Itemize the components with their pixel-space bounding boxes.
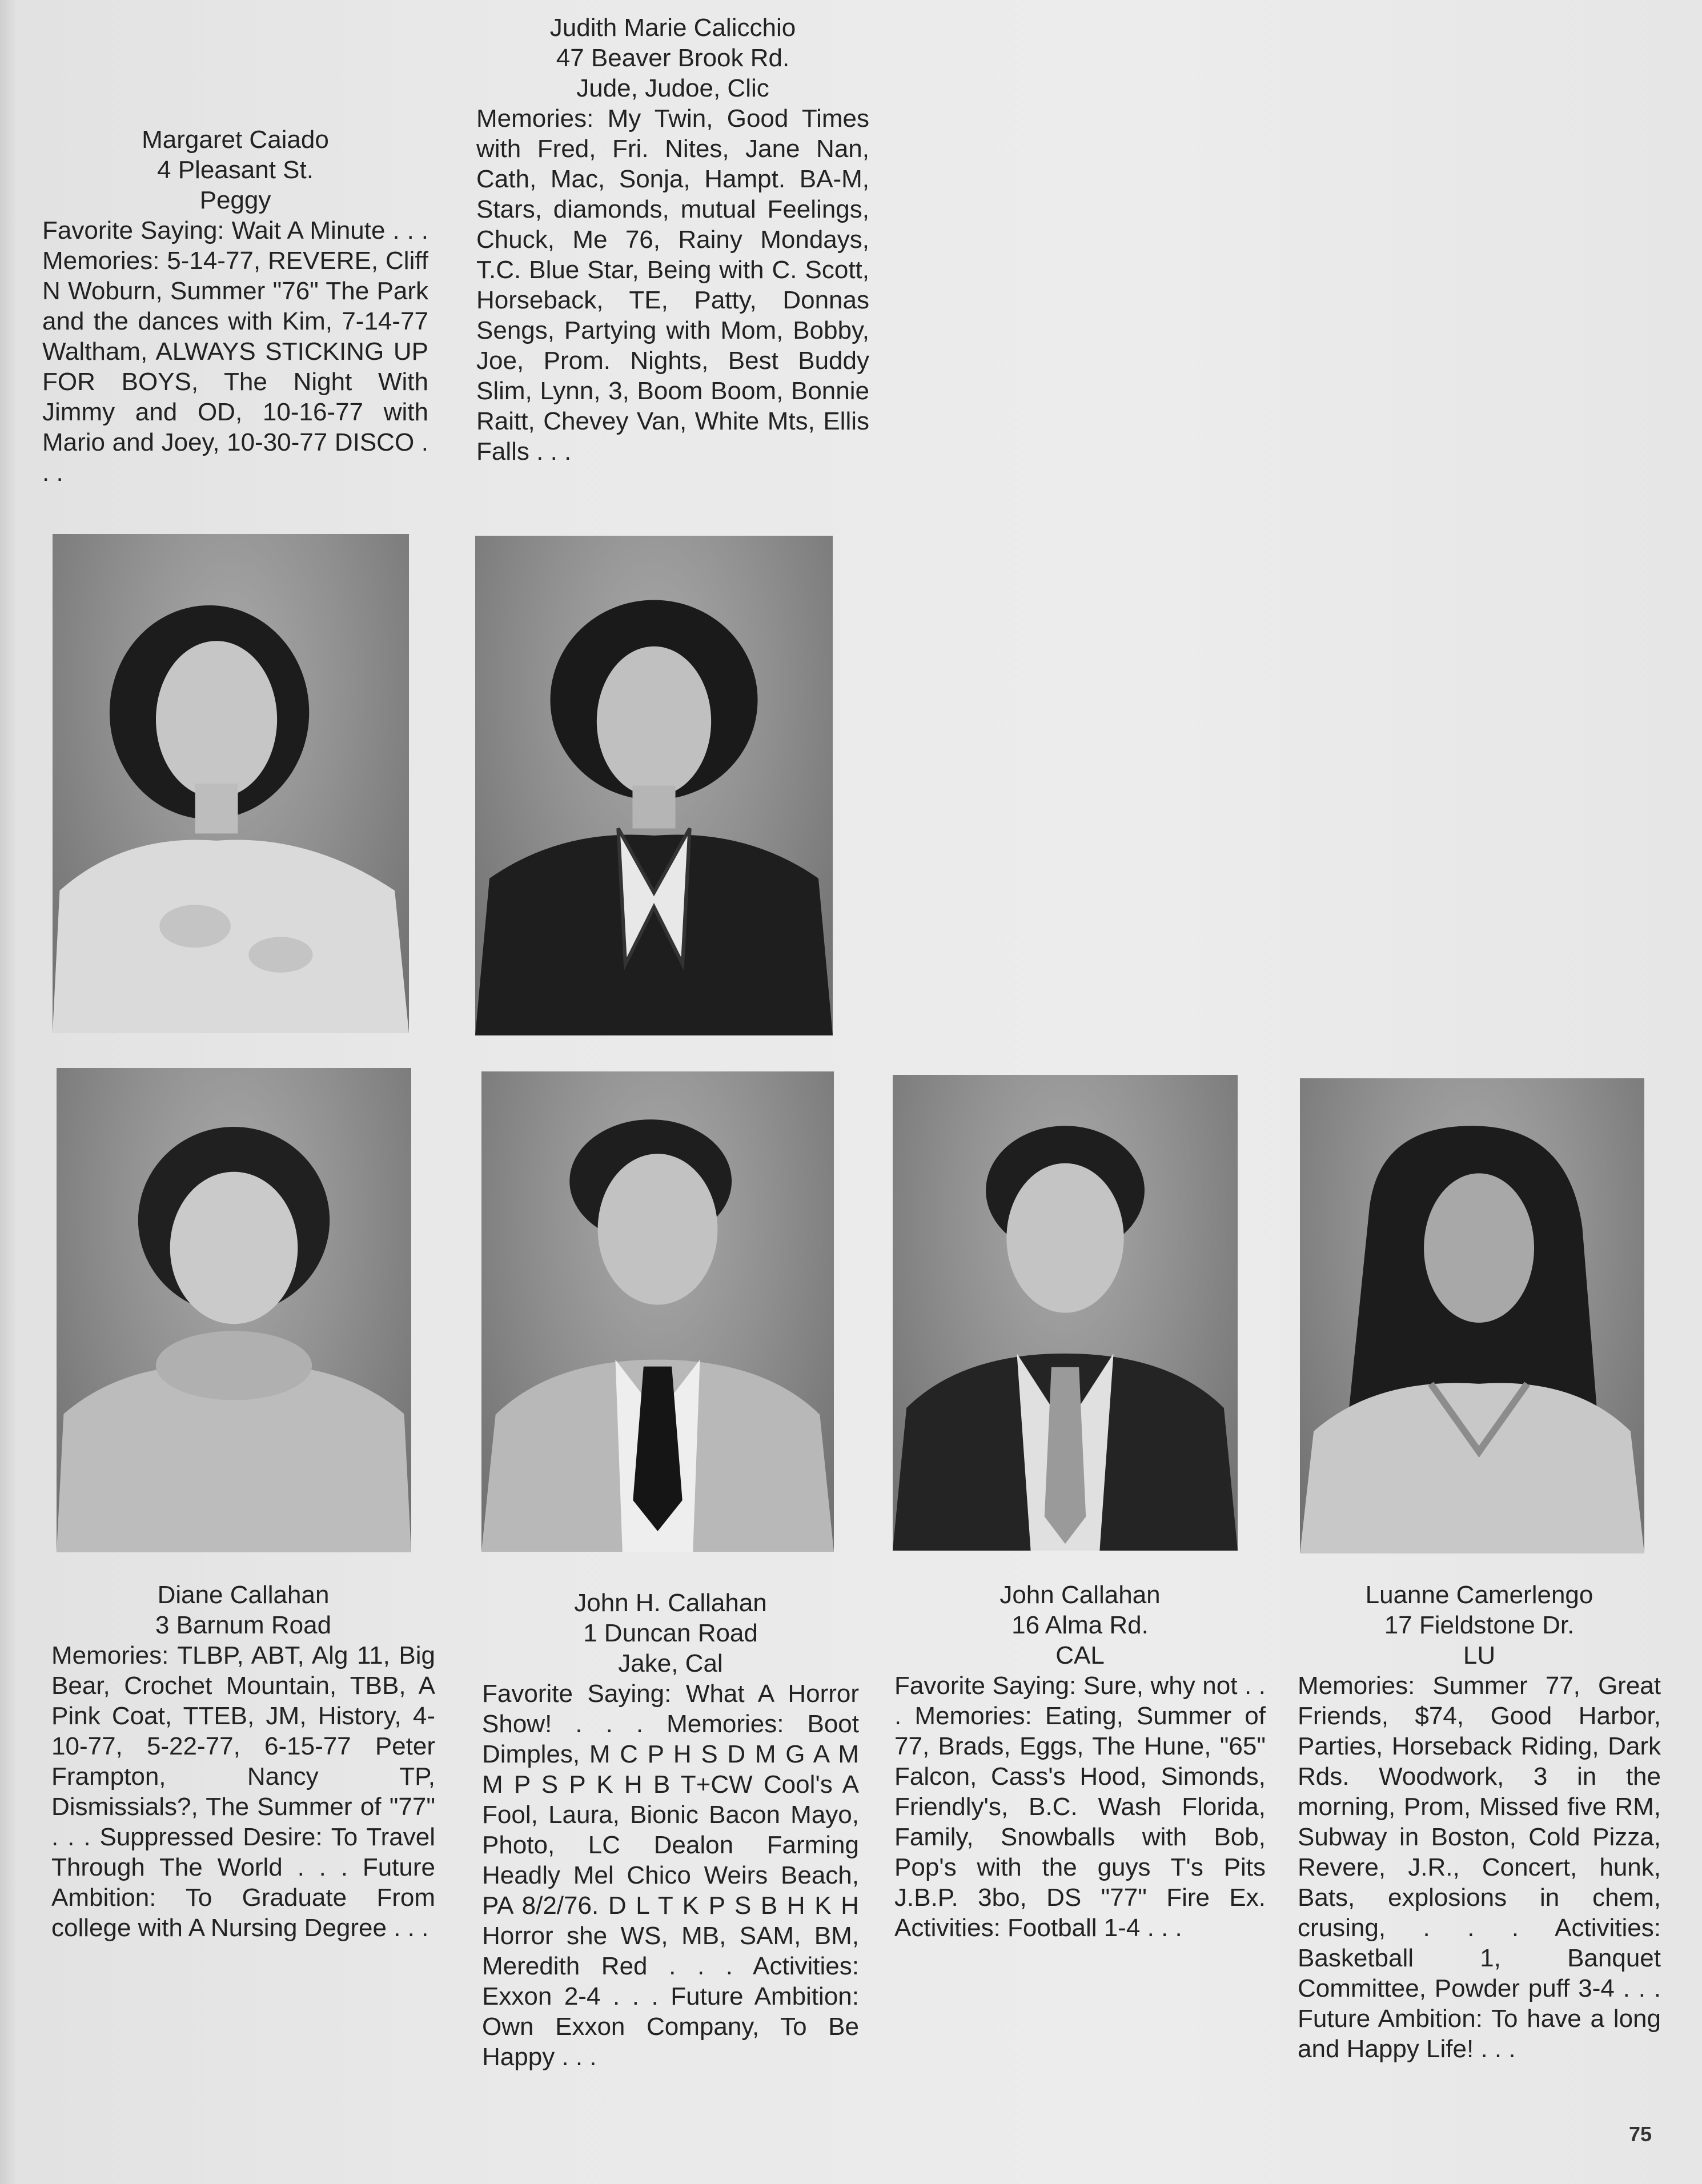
student-bio: Favorite Saying: Wait A Minute . . . Memories: 5-14-77, REVERE, Cliff N Woburn, Summer "76" The Park and the dances with Kim, 7-14-77 Waltham, ALWAYS STICKING UP FOR BOYS, The Night With Jimmy and OD, 10-16-77 with Mario and Joey, 10-30-77 DISCO . . .	[42, 216, 428, 487]
student-nickname: CAL	[1055, 1641, 1105, 1669]
student-entry-john-callahan	[894, 1580, 1266, 1943]
student-entry-luanne-camerlengo	[1298, 1580, 1661, 2064]
student-bio: Memories: TLBP, ABT, Alg 11, Big Bear, Crochet Mountain, TBB, A Pink Coat, TTEB, JM, History, 4-10-77, 5-22-77, 6-15-77 Peter Frampton, Nancy TP, Dismissials?, The Summer of "77" . . . Suppressed Desire: To Travel Through The World . . . Future Ambition: To Graduate From college with A Nursing Degree . . .	[51, 1641, 435, 1942]
portrait-photo-john-callahan	[893, 1075, 1238, 1551]
portrait-photo-luanne-camerlengo	[1300, 1078, 1644, 1553]
portrait-photo-judith-calicchio	[475, 536, 833, 1035]
student-bio: Memories: My Twin, Good Times with Fred, Fri. Nites, Jane Nan, Cath, Mac, Sonja, Hampt. BA-M, Stars, diamonds, mutual Feelings, Chuck, Me 76, Rainy Mondays, T.C. Blue Star, Being with C. Scott, Horseback, TE, Patty, Donnas Sengs, Partying with Mom, Bobby, Joe, Prom. Nights, Best Buddy Slim, Lynn, 3, Boom Boom, Bonnie Raitt, Chevey Van, White Mts, Ellis Falls . . .	[476, 105, 869, 465]
student-name: John H. Callahan	[574, 1589, 767, 1617]
student-nickname: LU	[1463, 1641, 1496, 1669]
student-entry-margaret-caiado	[42, 125, 428, 488]
portrait-photo-margaret-caiado	[53, 534, 409, 1033]
student-name: Judith Marie Calicchio	[549, 14, 796, 42]
student-entry-diane-callahan	[51, 1580, 435, 1943]
student-name: Margaret Caiado	[142, 126, 329, 154]
portrait-photo-diane-callahan	[57, 1068, 411, 1552]
student-entry-judith-calicchio	[476, 13, 869, 467]
student-name: John Callahan	[999, 1581, 1161, 1609]
student-nickname: Peggy	[199, 186, 271, 214]
student-entry-john-h-callahan	[482, 1588, 859, 2072]
student-bio: Memories: Summer 77, Great Friends, $74, Good Harbor, Parties, Horseback Riding, Dark Rds. Woodwork, 3 in the morning, Prom, Missed five RM, Subway in Boston, Cold Pizza, Revere, J.R., Concert, hunk, Bats, explosions in chem, crusing, . . . Activities: Basketball 1, Banquet Committee, Powder puff 3-4 . . . Future Ambition: To have a long and Happy Life! . . .	[1298, 1672, 1661, 2063]
student-address: 1 Duncan Road	[583, 1619, 758, 1647]
student-nickname: Jake, Cal	[618, 1649, 723, 1677]
student-address: 17 Fieldstone Dr.	[1384, 1611, 1575, 1639]
student-name: Diane Callahan	[157, 1581, 330, 1609]
student-bio: Favorite Saying: Sure, why not . . . Memories: Eating, Summer of 77, Brads, Eggs, The Hune, "65" Falcon, Cass's Hood, Simonds, Friendly's, B.C. Wash Florida, Family, Snowballs with Bob, Pop's with the guys T's Pits J.B.P. 3bo, DS "77" Fire Ex. Activities: Football 1-4 . . .	[894, 1672, 1266, 1942]
student-name: Luanne Camerlengo	[1365, 1581, 1593, 1609]
student-address: 47 Beaver Brook Rd.	[556, 44, 790, 72]
portrait-photo-john-h-callahan	[481, 1071, 834, 1552]
student-address: 3 Barnum Road	[155, 1611, 332, 1639]
page-number: 75	[1628, 2122, 1652, 2146]
student-bio: Favorite Saying: What A Horror Show! . . . Memories: Boot Dimples, M C P H S D M G A M M P S P K H B T+CW Cool's A Fool, Laura, Bionic Bacon Mayo, Photo, LC Dealon Farming Headly Mel Chico Weirs Beach, PA 8/2/76. D L T K P S B H K H Horror she WS, MB, SAM, BM, Meredith Red . . . Activities: Exxon 2-4 . . . Future Ambition: Own Exxon Company, To Be Happy . . .	[482, 1680, 859, 2071]
student-nickname: Jude, Judoe, Clic	[576, 74, 769, 102]
student-address: 16 Alma Rd.	[1011, 1611, 1149, 1639]
student-address: 4 Pleasant St.	[157, 156, 314, 184]
